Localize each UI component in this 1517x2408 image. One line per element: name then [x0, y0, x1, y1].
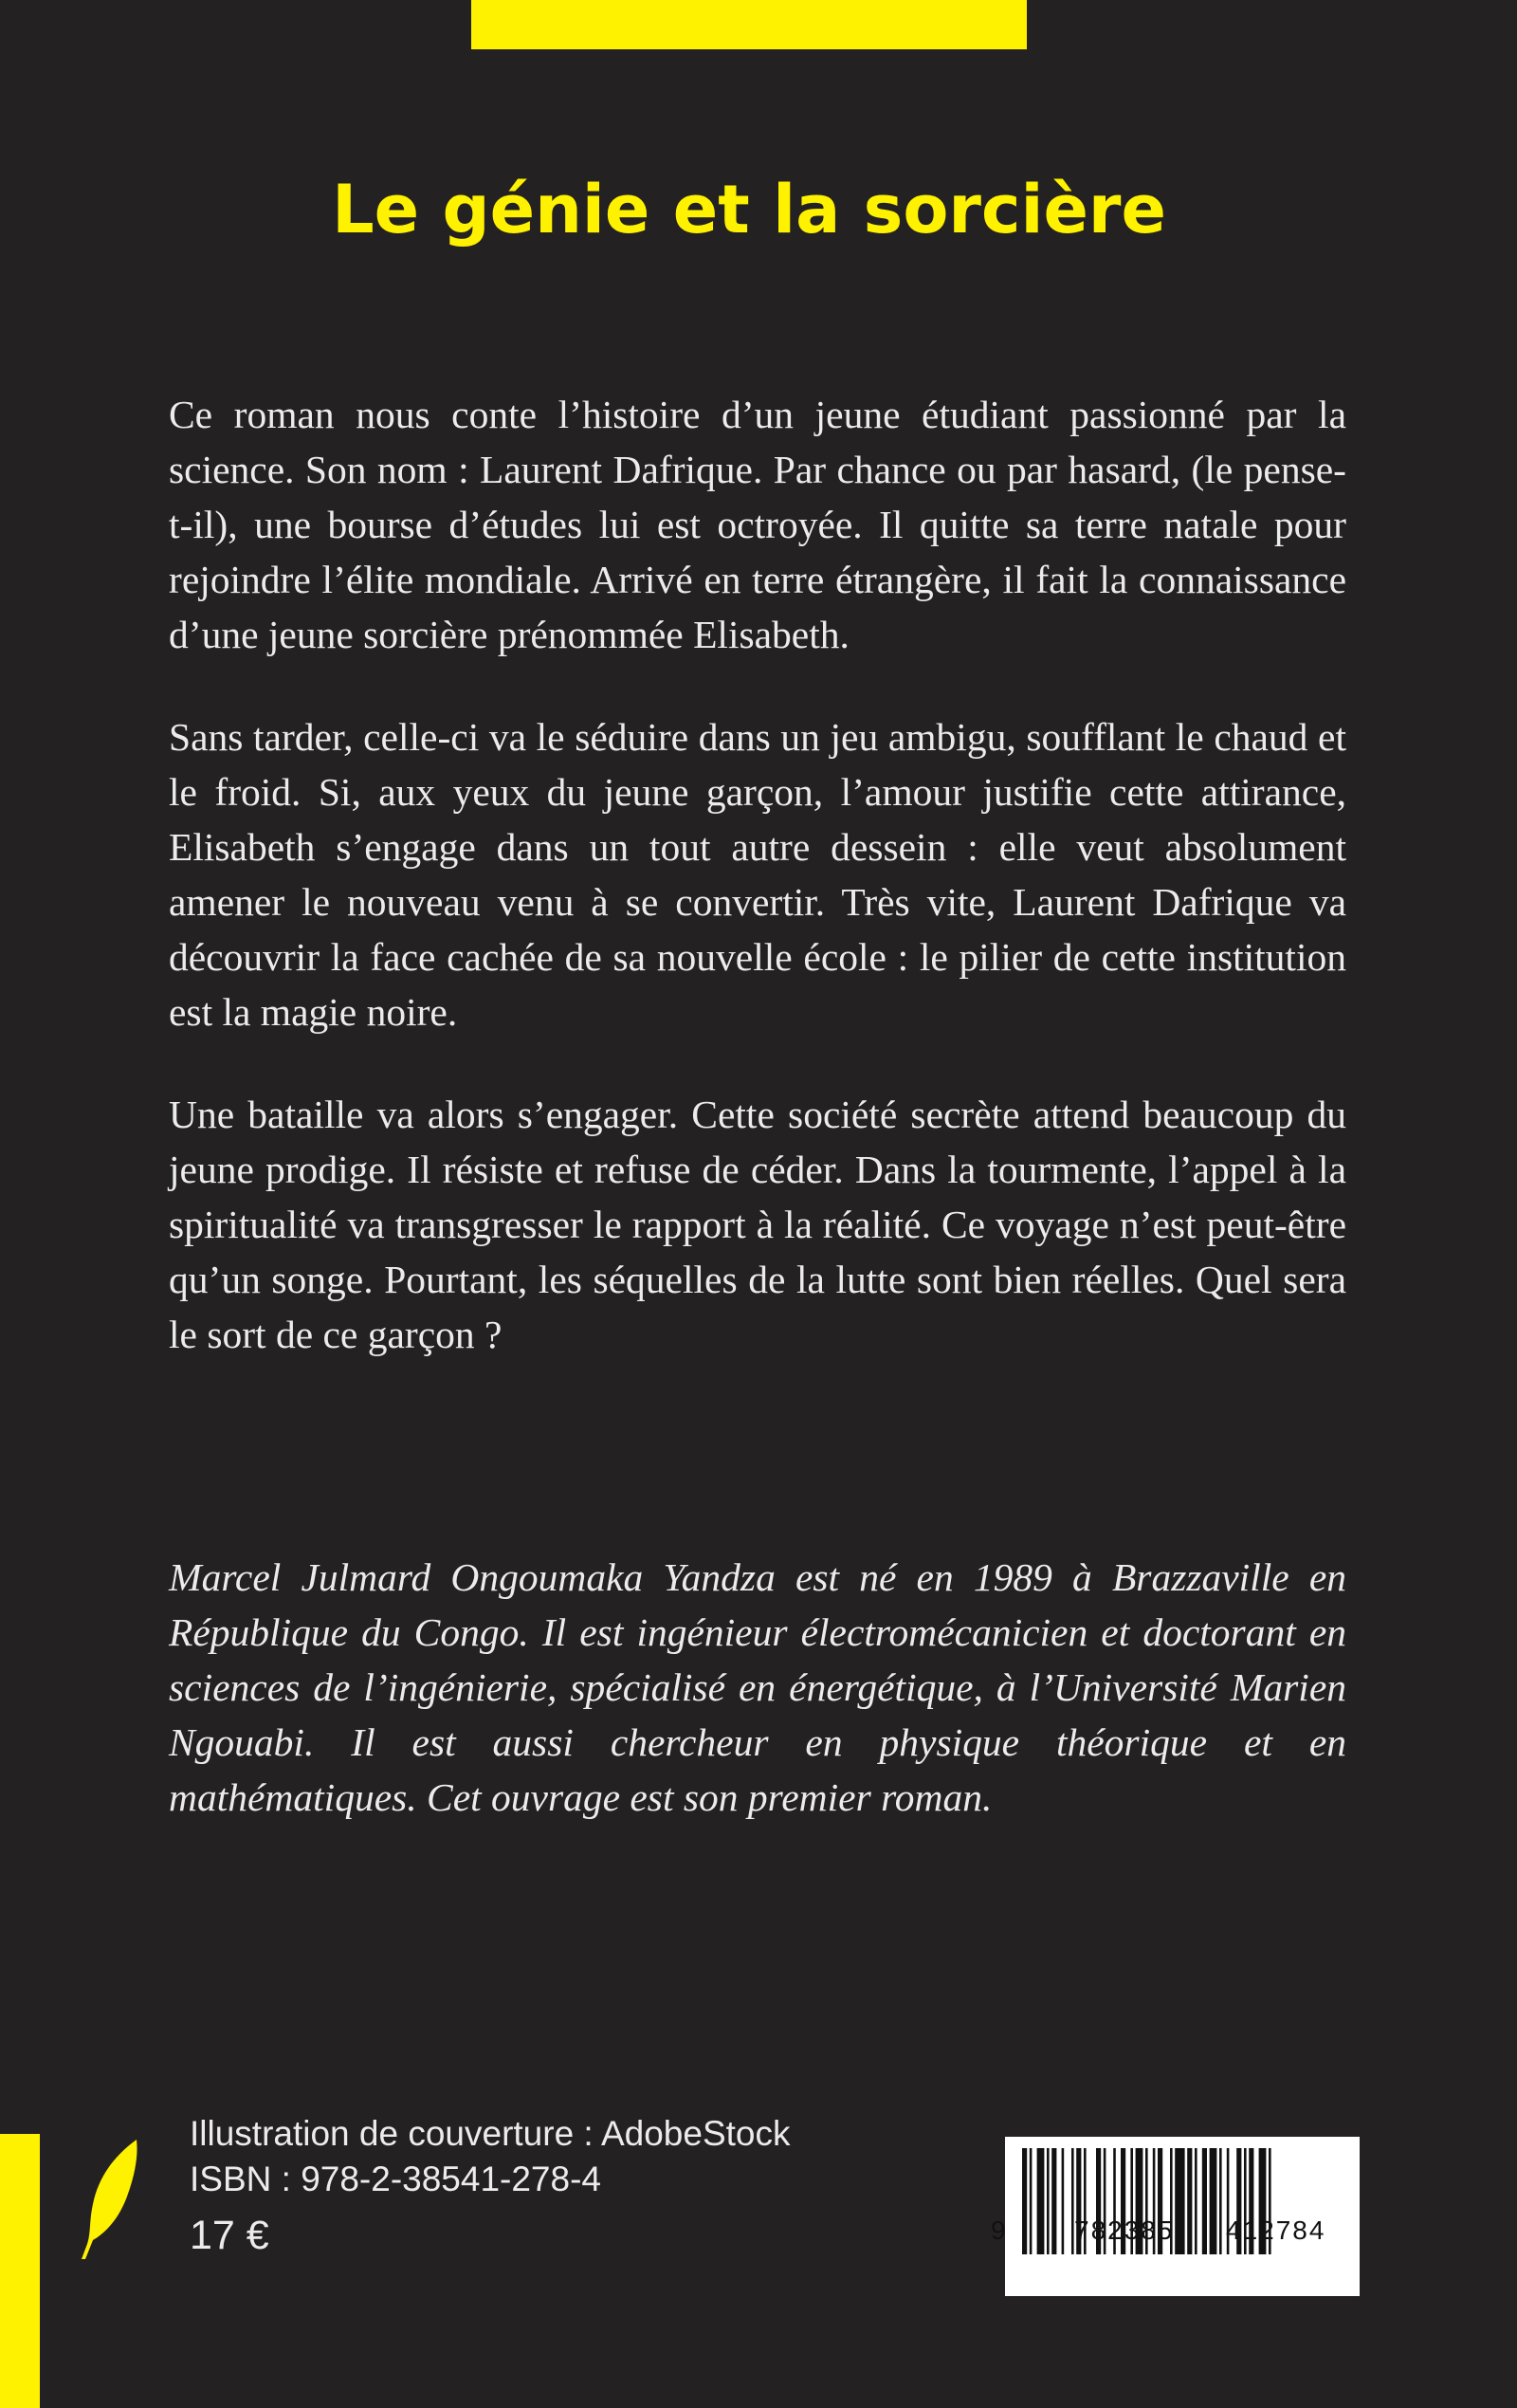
barcode-digits-left: 782385 — [1074, 2215, 1175, 2245]
feather-icon — [78, 2138, 144, 2261]
publisher-info — [190, 2111, 790, 2265]
author-bio: Marcel Julmard Ongoumaka Yandza est né en 1989 à Brazzaville en République du Congo. Il est ingénieur électromécanicien et doctorant en sciences de l’ingénierie, spécialisé en énergétique, à l’Université Marien Ngouabi. Il est aussi chercheur en physique théorique et en mathématiques. Cet ouvrage est son premier roman. — [169, 1555, 1346, 1819]
top-accent-bar — [471, 0, 1027, 49]
left-accent-bar — [0, 2134, 40, 2408]
blurb-paragraph: Sans tarder, celle-ci va le séduire dans un jeu ambigu, soufflant le chaud et le froid. Si, aux yeux du jeune garçon, l’amour justifie cette attirance, Elisabeth s’engage dans un tout autre dessein : elle veut absolument amener le nouveau venu à se convertir. Très vite, Laurent Dafrique va découvrir la face cachée de sa nouvelle école : le pilier de cette institution est la magie noire. — [169, 715, 1346, 1034]
isbn: ISBN : 978-2-38541-278-4 — [190, 2160, 601, 2198]
barcode-digit-first: 9 — [991, 2215, 1008, 2245]
barcode-digits-right: 412784 — [1226, 2215, 1326, 2245]
blurb — [169, 387, 1346, 1409]
barcode-digits — [991, 2215, 1370, 2253]
book-title: Le génie et la sorcière — [332, 171, 1166, 248]
blurb-paragraph: Ce roman nous conte l’histoire d’un jeune étudiant passionné par la science. Son nom : Laurent Dafrique. Par chance ou par hasard, (le pense-t-il), une bourse d’études lui est octroyée. Il quitte sa terre natale pour rejoindre l’élite mondiale. Arrivé en terre étrangère, il fait la connaissance d’une jeune sorcière prénommée Elisabeth. — [169, 393, 1346, 656]
illustration-credit: Illustration de couverture : AdobeStock — [190, 2114, 791, 2153]
blurb-paragraph: Une bataille va alors s’engager. Cette société secrète attend beaucoup du jeune prodige. Il résiste et refuse de céder. Dans la tourmente, l’appel à la spiritualité va transgresser le rapport à la réalité. Ce voyage n’est peut-être qu’un songe. Pourtant, les séquelles de la lutte sont bien réelles. Quel sera le sort de ce garçon ? — [169, 1093, 1346, 1356]
price: 17 € — [190, 2213, 269, 2258]
